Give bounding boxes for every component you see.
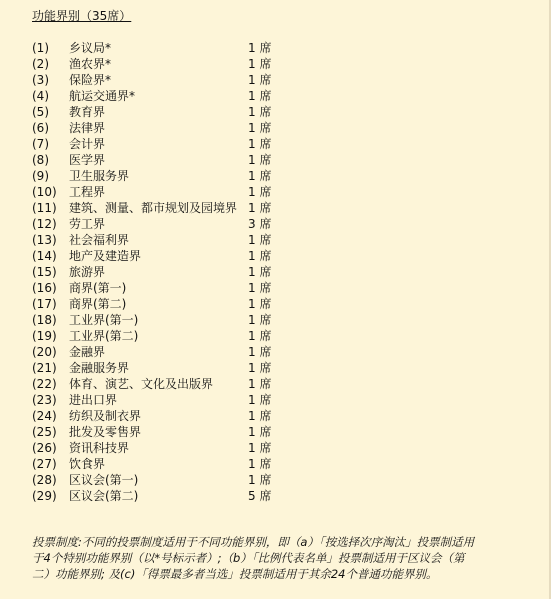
seat-count: 1 席: [248, 313, 272, 327]
list-item: [32, 408, 292, 424]
constituency-name: 工业界(第一): [69, 313, 139, 327]
constituency-name: 保险界*: [69, 73, 112, 87]
list-item: [32, 440, 292, 456]
constituency-name: 区议会(第二): [69, 489, 139, 503]
item-number: (24): [32, 409, 57, 423]
list-item: [32, 88, 292, 104]
seat-count: 1 席: [248, 249, 272, 263]
item-number: (10): [32, 185, 57, 199]
constituency-name: 建筑、测量、都市规划及园境界: [69, 201, 238, 215]
seat-count: 1 席: [248, 425, 272, 439]
list-item: [32, 152, 292, 168]
constituency-name: 会计界: [69, 137, 106, 151]
item-number: (2): [32, 57, 49, 71]
list-item: [32, 344, 292, 360]
seat-count: 1 席: [248, 377, 272, 391]
seat-count: 1 席: [248, 393, 272, 407]
list-item: [32, 424, 292, 440]
item-number: (11): [32, 201, 57, 215]
seat-count: 1 席: [248, 473, 272, 487]
item-number: (4): [32, 89, 49, 103]
seat-count: 1 席: [248, 441, 272, 455]
constituency-name: 劳工界: [69, 217, 106, 231]
item-number: (22): [32, 377, 57, 391]
item-number: (14): [32, 249, 57, 263]
item-number: (17): [32, 297, 57, 311]
constituency-name: 航运交通界*: [69, 89, 136, 103]
list-item: [32, 328, 292, 344]
seat-count: 1 席: [248, 169, 272, 183]
seat-count: 1 席: [248, 345, 272, 359]
constituency-name: 体育、演艺、文化及出版界: [69, 377, 214, 391]
constituency-name: 金融界: [69, 345, 106, 359]
list-item: [32, 248, 292, 264]
list-item: [32, 392, 292, 408]
seat-count: 1 席: [248, 409, 272, 423]
seat-count: 1 席: [248, 73, 272, 87]
item-number: (12): [32, 217, 57, 231]
item-number: (26): [32, 441, 57, 455]
item-number: (29): [32, 489, 57, 503]
item-number: (19): [32, 329, 57, 343]
seat-count: 1 席: [248, 457, 272, 471]
seat-count: 1 席: [248, 185, 272, 199]
constituency-name: 工程界: [69, 185, 106, 199]
constituency-name: 法律界: [69, 121, 106, 135]
constituency-name: 教育界: [69, 105, 106, 119]
list-item: [32, 56, 292, 72]
voting-system-note: [32, 534, 544, 582]
list-item: [32, 72, 292, 88]
item-number: (13): [32, 233, 57, 247]
seat-count: 3 席: [248, 217, 272, 231]
seat-count: 1 席: [248, 121, 272, 135]
seat-count: 1 席: [248, 361, 272, 375]
constituency-name: 金融服务界: [69, 361, 130, 375]
list-item: [32, 488, 292, 504]
note-line-1: 投票制度:不同的投票制度适用于不同功能界别，即（a）「按选择次序淘汰」投票制适用: [32, 535, 475, 549]
seat-count: 5 席: [248, 489, 272, 503]
item-number: (23): [32, 393, 57, 407]
constituency-name: 渔农界*: [69, 57, 112, 71]
list-item: [32, 376, 292, 392]
constituency-name: 社会福利界: [69, 233, 130, 247]
list-item: [32, 40, 292, 56]
seat-count: 1 席: [248, 41, 272, 55]
seat-count: 1 席: [248, 329, 272, 343]
item-number: (3): [32, 73, 49, 87]
list-item: [32, 280, 292, 296]
list-item: [32, 296, 292, 312]
constituency-name: 进出口界: [69, 393, 118, 407]
constituency-name: 医学界: [69, 153, 106, 167]
section-heading: 功能界别（35席）: [32, 9, 132, 23]
list-item: [32, 360, 292, 376]
item-number: (16): [32, 281, 57, 295]
seat-count: 1 席: [248, 297, 272, 311]
item-number: (8): [32, 153, 49, 167]
item-number: (27): [32, 457, 57, 471]
list-item: [32, 168, 292, 184]
item-number: (25): [32, 425, 57, 439]
constituency-name: 资讯科技界: [69, 441, 130, 455]
list-item: [32, 264, 292, 280]
constituency-name: 批发及零售界: [69, 425, 142, 439]
list-item: [32, 104, 292, 120]
constituency-name: 工业界(第二): [69, 329, 139, 343]
constituency-name: 地产及建造界: [69, 249, 142, 263]
constituency-name: 纺织及制衣界: [69, 409, 142, 423]
item-number: (9): [32, 169, 49, 183]
item-number: (18): [32, 313, 57, 327]
item-number: (6): [32, 121, 49, 135]
item-number: (1): [32, 41, 49, 55]
seat-count: 1 席: [248, 89, 272, 103]
list-item: [32, 200, 292, 216]
constituency-name: 乡议局*: [69, 41, 112, 55]
constituency-name: 区议会(第一): [69, 473, 139, 487]
seat-count: 1 席: [248, 265, 272, 279]
list-item: [32, 312, 292, 328]
item-number: (28): [32, 473, 57, 487]
seat-count: 1 席: [248, 233, 272, 247]
seat-count: 1 席: [248, 201, 272, 215]
constituency-name: 饮食界: [69, 457, 106, 471]
list-item: [32, 120, 292, 136]
constituency-list: [32, 40, 292, 504]
list-item: [32, 184, 292, 200]
item-number: (7): [32, 137, 49, 151]
note-line-3: 二）功能界别; 及(c)「得票最多者当选」投票制适用于其余24个普通功能界别。: [32, 567, 438, 581]
seat-count: 1 席: [248, 153, 272, 167]
constituency-name: 商界(第二): [69, 297, 127, 311]
item-number: (15): [32, 265, 57, 279]
seat-count: 1 席: [248, 281, 272, 295]
note-line-2: 于4个特别功能界别（以*号标示者）;（b）「比例代表名单」投票制适用于区议会（第: [32, 551, 465, 565]
constituency-name: 卫生服务界: [69, 169, 130, 183]
constituency-name: 商界(第一): [69, 281, 127, 295]
item-number: (5): [32, 105, 49, 119]
list-item: [32, 456, 292, 472]
seat-count: 1 席: [248, 105, 272, 119]
list-item: [32, 216, 292, 232]
list-item: [32, 136, 292, 152]
list-item: [32, 472, 292, 488]
constituency-name: 旅游界: [69, 265, 106, 279]
seat-count: 1 席: [248, 57, 272, 71]
item-number: (21): [32, 361, 57, 375]
item-number: (20): [32, 345, 57, 359]
seat-count: 1 席: [248, 137, 272, 151]
list-item: [32, 232, 292, 248]
